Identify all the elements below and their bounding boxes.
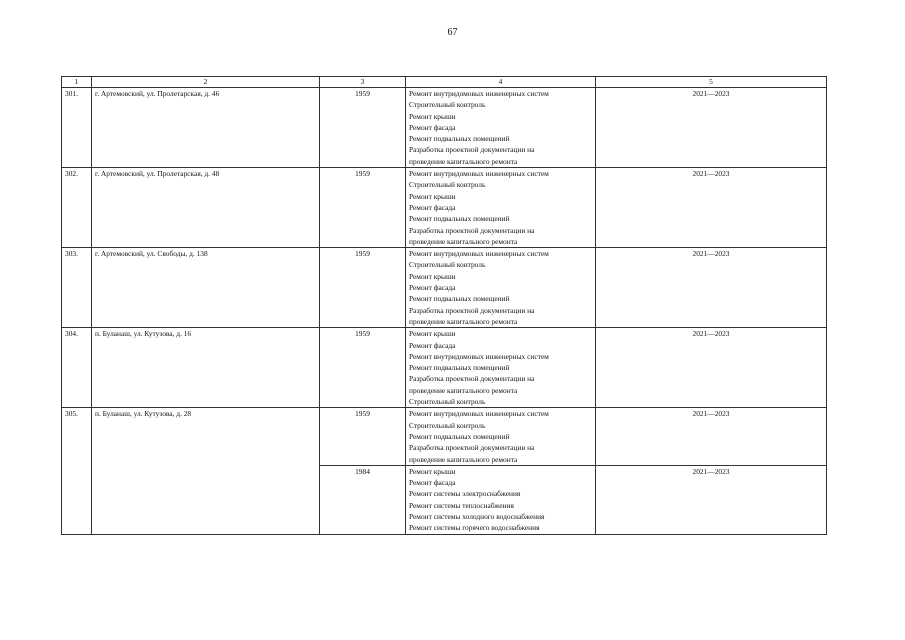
work-item: Строительный контроль (409, 397, 486, 407)
period-cell: 2021—2023 (596, 328, 827, 408)
work-item: Ремонт системы холодного водоснабжения (409, 511, 545, 521)
work-item: Ремонт подвальных помещений (409, 363, 510, 373)
page-number: 67 (447, 27, 458, 38)
work-item: Разработка проектной документации на (409, 225, 535, 235)
table-row (62, 168, 827, 248)
work-item: Строительный контроль (409, 100, 486, 110)
work-item: Ремонт крыши (409, 329, 456, 339)
header-col-3: 3 (320, 77, 406, 88)
year-cell: 1984 (320, 465, 406, 534)
work-item: проведение капитального ремонта (409, 454, 518, 464)
works-cell (406, 88, 596, 168)
address-cell: г. Артемовский, ул. Пролетарская, д. 46 (92, 88, 320, 168)
row-number: 304. (62, 328, 92, 408)
work-item: Разработка проектной документации на (409, 374, 535, 384)
works-cell (406, 465, 596, 534)
year-cell: 1959 (320, 248, 406, 328)
work-item: Ремонт системы теплоснабжения (409, 500, 514, 510)
header-col-5: 5 (596, 77, 827, 88)
year-cell: 1959 (320, 168, 406, 248)
work-item: Строительный контроль (409, 260, 486, 270)
row-number: 305. (62, 408, 92, 534)
row-number: 303. (62, 248, 92, 328)
work-item: Ремонт системы электроснабжения (409, 489, 521, 499)
works-cell (406, 248, 596, 328)
work-item: Ремонт системы горячего водоснабжения (409, 523, 540, 533)
works-cell (406, 408, 596, 465)
work-item: Ремонт внутридомовых инженерных систем (409, 409, 549, 419)
period-cell: 2021—2023 (596, 408, 827, 465)
year-cell: 1959 (320, 88, 406, 168)
work-item: Ремонт крыши (409, 191, 456, 201)
work-item: Ремонт крыши (409, 111, 456, 121)
work-item: проведение капитального ремонта (409, 316, 518, 326)
work-item: Разработка проектной документации на (409, 443, 535, 453)
work-item: Ремонт внутридомовых инженерных систем (409, 351, 549, 361)
work-item: Ремонт фасада (409, 283, 456, 293)
work-item: Ремонт фасада (409, 340, 456, 350)
work-item: Ремонт подвальных помещений (409, 294, 510, 304)
address-cell: п. Буланаш, ул. Кутузова, д. 16 (92, 328, 320, 408)
address-cell: г. Артемовский, ул. Свободы, д. 138 (92, 248, 320, 328)
work-item: проведение капитального ремонта (409, 385, 518, 395)
works-cell (406, 168, 596, 248)
header-col-2: 2 (92, 77, 320, 88)
work-item: Ремонт внутридомовых инженерных систем (409, 89, 549, 98)
work-item: Разработка проектной документации на (409, 145, 535, 155)
work-item: Ремонт фасада (409, 478, 456, 488)
row-number: 301. (62, 88, 92, 168)
work-item: Ремонт внутридомовых инженерных систем (409, 249, 549, 259)
table-row (62, 328, 827, 408)
work-item: Строительный контроль (409, 180, 486, 190)
address-cell: г. Артемовский, ул. Пролетарская, д. 48 (92, 168, 320, 248)
header-row (62, 77, 827, 88)
row-number: 302. (62, 168, 92, 248)
work-item: Ремонт внутридомовых инженерных систем (409, 169, 549, 179)
work-item: проведение капитального ремонта (409, 236, 518, 246)
period-cell: 2021—2023 (596, 248, 827, 328)
table-row (62, 408, 827, 465)
table-body (62, 88, 827, 535)
work-item: Ремонт подвальных помещений (409, 134, 510, 144)
year-cell: 1959 (320, 408, 406, 465)
repair-program-table (61, 76, 827, 535)
table-row (62, 88, 827, 168)
work-item: Строительный контроль (409, 420, 486, 430)
header-col-1: 1 (62, 77, 92, 88)
work-item: Ремонт крыши (409, 271, 456, 281)
period-cell: 2021—2023 (596, 88, 827, 168)
table-header (62, 77, 827, 88)
period-cell: 2021—2023 (596, 465, 827, 534)
work-item: Ремонт подвальных помещений (409, 214, 510, 224)
work-item: Ремонт подвальных помещений (409, 431, 510, 441)
work-item: Ремонт фасада (409, 122, 456, 132)
period-cell: 2021—2023 (596, 168, 827, 248)
year-cell: 1959 (320, 328, 406, 408)
address-cell: п. Буланаш, ул. Кутузова, д. 28 (92, 408, 320, 534)
work-item: Ремонт крыши (409, 466, 456, 476)
work-item: Разработка проектной документации на (409, 305, 535, 315)
works-cell (406, 328, 596, 408)
table-row (62, 248, 827, 328)
work-item: проведение капитального ремонта (409, 156, 518, 166)
header-col-4: 4 (406, 77, 596, 88)
work-item: Ремонт фасада (409, 202, 456, 212)
